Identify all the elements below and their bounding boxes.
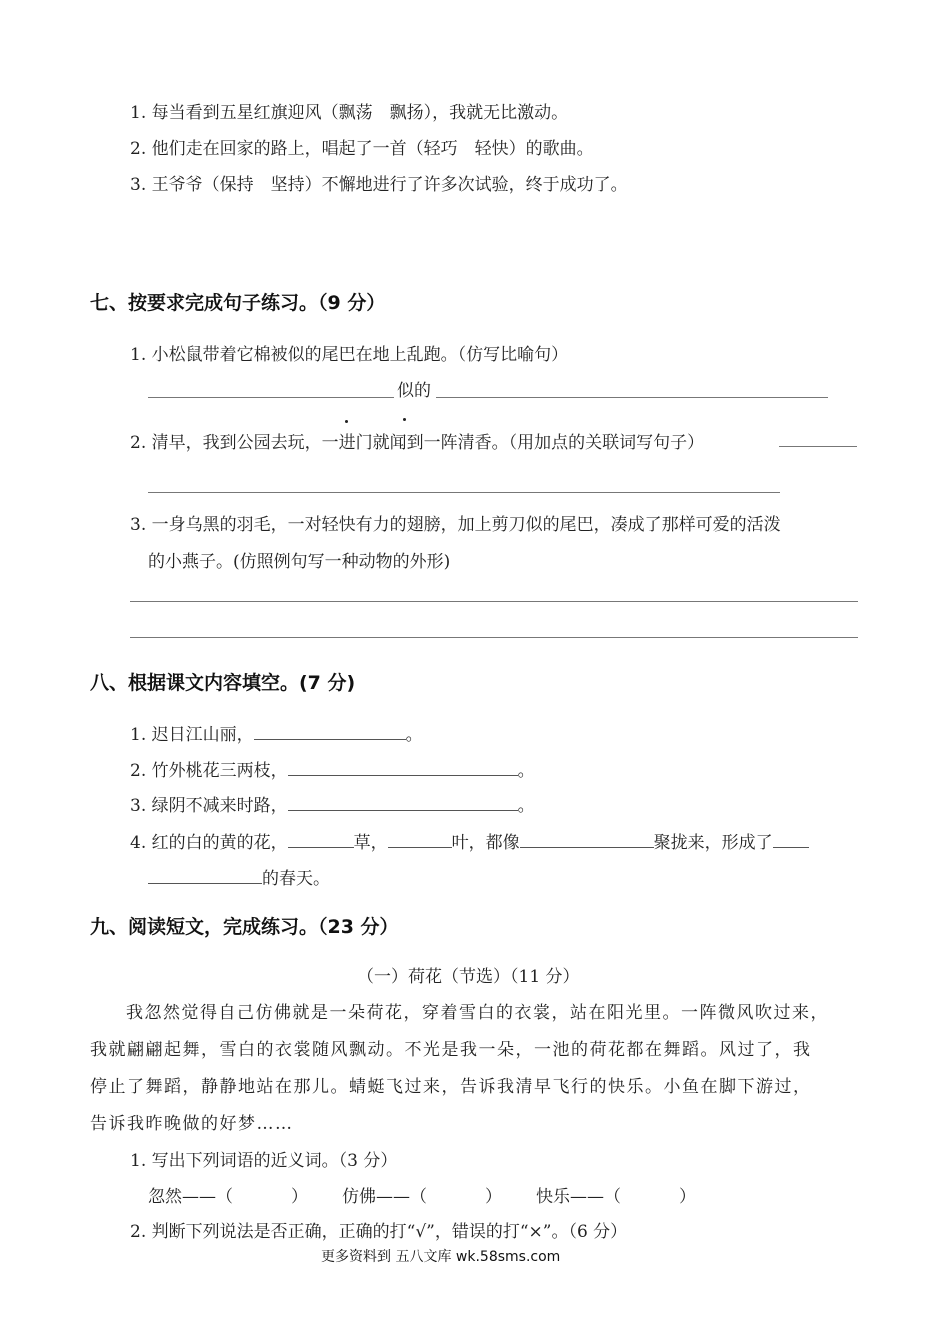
s8-q2-text: 2. 竹外桃花三两枝， [130, 761, 288, 781]
s8-q4-text-b: 草， [353, 833, 388, 853]
passage-line-2: 我就翩翩起舞，雪白的衣裳随风飘动。不光是我一朵，一池的荷花都在舞蹈。风过了，我 [90, 1040, 812, 1060]
s9-q2: 2. 判断下列说法是否正确，正确的打“√”，错误的打“×”。（6 分） [130, 1222, 628, 1242]
s8-q1-end: 。 [405, 725, 423, 745]
s8-q3 [130, 791, 535, 816]
s6-item-1: 1. 每当看到五星红旗迎风（飘荡 飘扬），我就无比激动。 [130, 103, 569, 123]
s7-q3-answer-line-2[interactable] [130, 637, 858, 638]
s6-item-3: 3. 王爷爷（保持 坚持）不懈地进行了许多次试验，终于成功了。 [130, 175, 628, 195]
s8-q2-end: 。 [517, 761, 535, 781]
s7-q2-blank-a[interactable] [779, 446, 857, 447]
footer-text: 更多资料到 五八文库 wk.58sms.com [321, 1249, 561, 1265]
section8-heading: 八、根据课文内容填空。(7 分) [90, 672, 356, 694]
s7-q3-line2: 的小燕子。(仿照例句写一种动物的外形) [148, 552, 451, 572]
s8-q4-text-c: 叶，都像 [451, 833, 520, 853]
s8-q4-text-a: 4. 红的白的黄的花， [130, 833, 288, 853]
synonym-3-close: ） [679, 1187, 696, 1207]
s8-q4-blank-3[interactable] [520, 829, 654, 848]
s8-q4-blank-2[interactable] [388, 829, 452, 848]
s7-q1-mid: 似的 [397, 381, 431, 401]
s8-q4-blank-5[interactable] [148, 865, 262, 884]
emphasis-dot [345, 420, 348, 423]
s7-q3-answer-line-1[interactable] [130, 601, 858, 602]
passage-line-4: 告诉我昨晚做的好梦…… [90, 1114, 294, 1134]
s8-q3-blank[interactable] [288, 792, 518, 811]
synonym-row [148, 1182, 696, 1207]
section9-heading: 九、阅读短文，完成练习。（23 分） [90, 916, 399, 938]
reading-subheading: （一）荷花（节选）（11 分） [357, 967, 580, 987]
s8-q1-text: 1. 迟日江山丽， [130, 725, 254, 745]
synonym-2-close: ） [485, 1187, 502, 1207]
passage-line-1: 我忽然觉得自己仿佛就是一朵荷花，穿着雪白的衣裳，站在阳光里。一阵微风吹过来， [126, 1003, 829, 1023]
section7-heading: 七、按要求完成句子练习。（9 分） [90, 292, 386, 314]
s8-q4-blank-1[interactable] [288, 829, 354, 848]
s6-item-2: 2. 他们走在回家的路上，唱起了一首（轻巧 轻快）的歌曲。 [130, 139, 594, 159]
synonym-1-close: ） [291, 1187, 308, 1207]
s8-q4 [130, 828, 809, 853]
s8-q3-end: 。 [517, 796, 535, 816]
s8-q2-blank[interactable] [288, 757, 518, 776]
s8-q4-cont [148, 864, 330, 889]
s8-q1-blank[interactable] [254, 721, 406, 740]
s7-q3-line1: 3. 一身乌黑的羽毛，一对轻快有力的翅膀，加上剪刀似的尾巴，凑成了那样可爱的活泼 [130, 515, 781, 535]
s7-q2-blank-b[interactable] [148, 492, 780, 493]
s7-q1-blank-b[interactable] [436, 397, 828, 398]
s9-q1: 1. 写出下列词语的近义词。（3 分） [130, 1151, 398, 1171]
synonym-3-label: 快乐——（ [536, 1187, 621, 1207]
synonym-1-label: 忽然——（ [148, 1187, 233, 1207]
s8-q3-text: 3. 绿阴不减来时路， [130, 796, 288, 816]
s8-q4-blank-4[interactable] [773, 829, 809, 848]
synonym-2-label: 仿佛——（ [342, 1187, 427, 1207]
passage-line-3: 停止了舞蹈，静静地站在那儿。蜻蜓飞过来，告诉我清早飞行的快乐。小鱼在脚下游过， [90, 1077, 812, 1097]
s7-q1: 1. 小松鼠带着它棉被似的尾巴在地上乱跑。（仿写比喻句） [130, 345, 569, 365]
s7-q1-blank-a[interactable] [148, 397, 394, 398]
emphasis-dot [403, 418, 406, 421]
s8-q1 [130, 720, 423, 745]
s8-q4-text-e: 的春天。 [262, 869, 330, 889]
s8-q4-text-d: 聚拢来，形成了 [653, 833, 773, 853]
s8-q2 [130, 756, 535, 781]
s7-q2: 2. 清早，我到公园去玩，一进门就闻到一阵清香。（用加点的关联词写句子） [130, 433, 705, 453]
